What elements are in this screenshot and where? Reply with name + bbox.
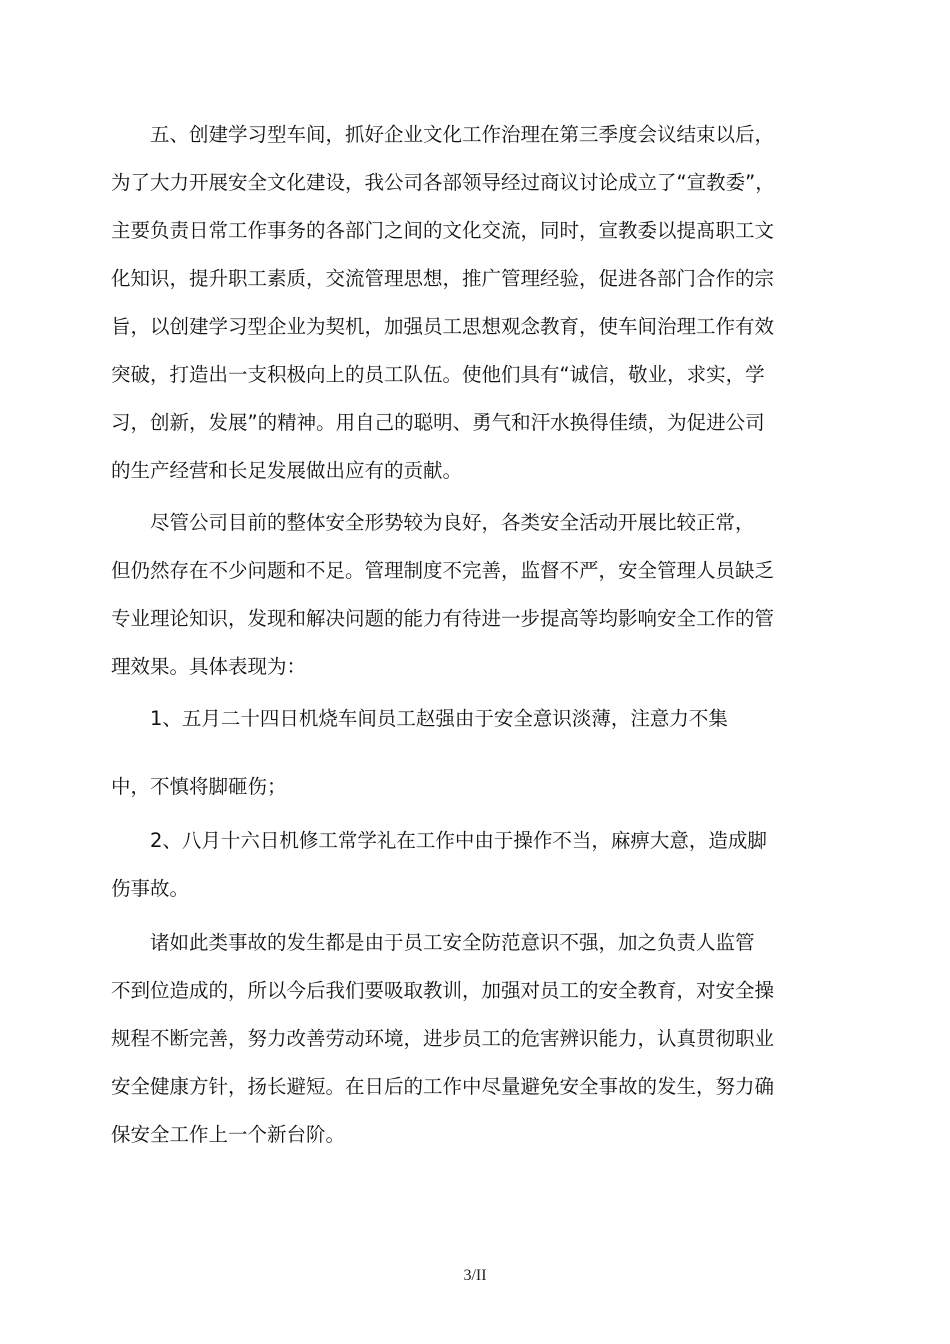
text-line: 但仍然存在不少问题和不足。管理制度不完善，监督不严，安全管理人员缺乏 xyxy=(111,559,775,582)
text-line: 中，不慎将脚砸伤； xyxy=(111,775,287,798)
text-line: 主要负责日常工作事务的各部门之间的文化交流，同时，宣教委以提髙职工文 xyxy=(111,219,775,242)
text-line: 保安全工作上一个新台阶。 xyxy=(111,1123,346,1146)
text-line: 旨，以创建学习型企业为契机，加强员工思想观念教育，使车间治理工作有效 xyxy=(111,315,775,338)
list-item-2: 2、八月十六日机修工常学礼在工作中由于操作不当，麻痹大意，造成脚 xyxy=(150,829,767,852)
text-line: 五、创建学习型车间，抓好企业文化工作治理在第三季度会议结束以后， xyxy=(150,123,775,146)
text-line: 伤事故。 xyxy=(111,877,190,900)
page-number: 3/II xyxy=(463,1267,487,1284)
text-line: 突破，打造出一支积极向上的员工队伍。使他们具有“诚信，敬业，求实，学 xyxy=(111,363,765,386)
text-line: 专业理论知识，发现和解决问题的能力有待进一步提高等均影响安全工作的管 xyxy=(111,607,775,630)
text-line: 的生产经营和长足发展做出应有的贡献。 xyxy=(111,459,463,482)
text-line: 尽管公司目前的整体安全形势较为良好，各类安全活动开展比较正常， xyxy=(150,511,755,534)
text-line: 安全健康方针，扬长避短。在日后的工作中尽量避免安全事故的发生，努力确 xyxy=(111,1075,775,1098)
text-line: 规程不断完善，努力改善劳动环境，进步员工的危害辨识能力，认真贯彻职业 xyxy=(111,1027,775,1050)
text-line: 理效果。具体表现为： xyxy=(111,655,307,678)
text-line: 化知识，提升职工素质，交流管理思想，推广管理经验，促进各部门合作的宗 xyxy=(111,267,775,290)
list-item-1: 1、五月二十四日机烧车间员工赵强由于安全意识淡薄，注意力不集 xyxy=(150,707,728,730)
text-line: 为了大力开展安全文化建设，我公司各部领导经过商议讨论成立了“宣教委”， xyxy=(111,171,775,194)
text-line: 不到位造成的，所以今后我们要吸取教训，加强对员工的安全教育，对安全操 xyxy=(111,979,775,1002)
text-line: 习，创新，发展”的精神。用自己的聪明、勇气和汗水换得佳绩，为促进公司 xyxy=(111,411,765,434)
text-line: 诸如此类事故的发生都是由于员工安全防范意识不强，加之负责人监管 xyxy=(150,931,755,954)
